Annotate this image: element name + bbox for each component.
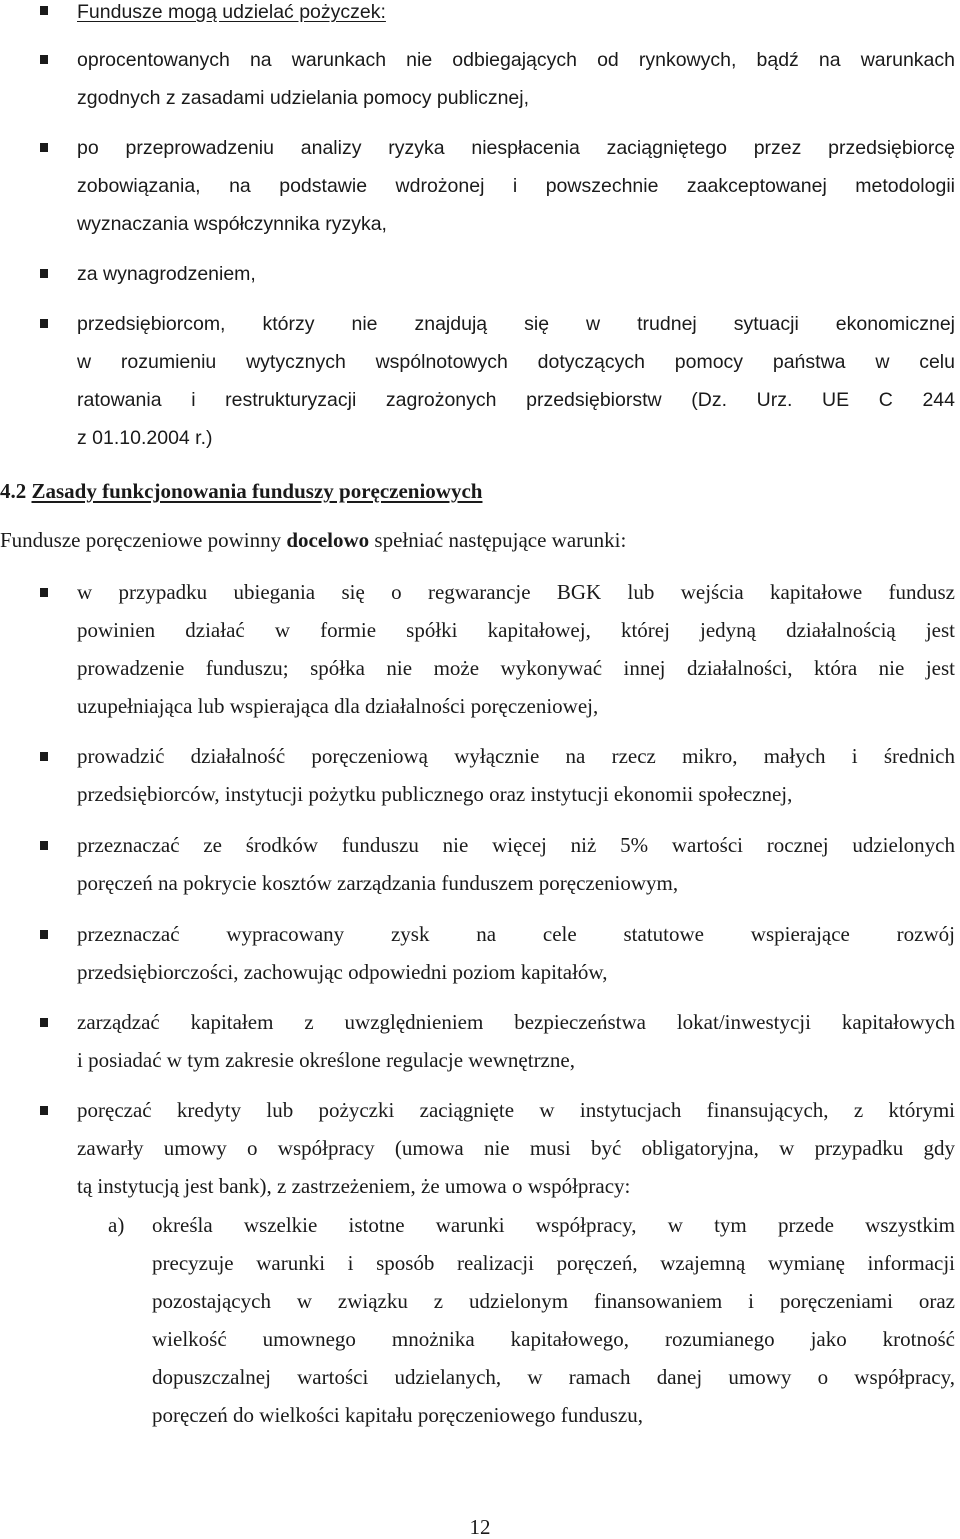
section-item-2-line-2: przedsiębiorców, instytucji pożytku publicznego oraz instytucji ekonomii społecznej, bbox=[77, 782, 793, 806]
section-item-5-line-1: zarządzać kapitałem z uwzględnieniem bezpieczeństwa lokat/inwestycji kapitałowych bbox=[77, 1010, 955, 1034]
subitem-line-5: dopuszczalnej wartości udzielanych, w ramach danej umowy o współpracy, bbox=[152, 1365, 955, 1389]
intro-item-1-line-2: zgodnych z zasadami udzielania pomocy publicznej, bbox=[77, 87, 530, 109]
intro-item-2-line-1: po przeprowadzeniu analizy ryzyka niespłacenia zaciągniętego przez przedsiębiorcę bbox=[77, 137, 955, 159]
bullet bbox=[40, 55, 48, 64]
intro-item-4-line-1: przedsiębiorcom, którzy nie znajdują się w trudnej sytuacji ekonomicznej bbox=[77, 313, 955, 335]
section-item-1-line-1: w przypadku ubiegania się o regwarancje BGK lub wejścia kapitałowe fundusz bbox=[77, 580, 955, 604]
intro-item-3-line-1: za wynagrodzeniem, bbox=[77, 263, 256, 285]
subitem-line-3: pozostających w związku z udzielonym finansowaniem i poręczeniami oraz bbox=[152, 1289, 955, 1313]
subitem-line-1: określa wszelkie istotne warunki współpracy, w tym przede wszystkim bbox=[152, 1213, 955, 1237]
section-item-1-line-4: uzupełniająca lub wspierająca dla działalności poręczeniowej, bbox=[77, 694, 599, 718]
bullet bbox=[40, 269, 48, 278]
section-heading bbox=[0, 481, 482, 502]
page-number: 12 bbox=[469, 1515, 491, 1539]
lead-text-end: spełniać następujące warunki: bbox=[369, 528, 627, 552]
section-item-3-line-2: poręczeń na pokrycie kosztów zarządzania funduszem poręczeniowym, bbox=[77, 871, 679, 895]
intro-item-4-line-4: z 01.10.2004 r.) bbox=[77, 427, 213, 449]
intro-item-2-line-3: wyznaczania współczynnika ryzyka, bbox=[77, 213, 387, 235]
bullet bbox=[40, 930, 48, 939]
section-item-6-line-3: tą instytucją jest bank), z zastrzeżeniem, że umowa o współpracy: bbox=[77, 1174, 631, 1198]
intro-item-1-line-1: oprocentowanych na warunkach nie odbiegających od rynkowych, bądź na warunkach bbox=[77, 49, 955, 71]
bullet bbox=[40, 588, 48, 597]
intro-item-4-line-2: w rozumieniu wytycznych wspólnotowych dotyczących pomocy państwa w celu bbox=[77, 351, 955, 373]
intro-heading: Fundusze mogą udzielać pożyczek: bbox=[77, 1, 386, 23]
intro-item-2-line-2: zobowiązania, na podstawie wdrożonej i powszechnie zaakceptowanej metodologii bbox=[77, 175, 955, 197]
bullet bbox=[40, 143, 48, 152]
bullet bbox=[40, 752, 48, 761]
subitem-line-4: wielkość umownego mnożnika kapitałowego, rozumianego jako krotność bbox=[152, 1327, 955, 1351]
section-item-6-line-1: poręczać kredyty lub pożyczki zaciągnięte w instytucjach finansujących, z którymi bbox=[77, 1098, 955, 1122]
bullet bbox=[40, 1018, 48, 1027]
section-item-1-line-2: powinien działać w formie spółki kapitałowej, której jedyną działalnością jest bbox=[77, 618, 955, 642]
bullet bbox=[40, 1106, 48, 1115]
bullet bbox=[40, 319, 48, 328]
section-item-4-line-2: przedsiębiorczości, zachowując odpowiedni poziom kapitałów, bbox=[77, 960, 608, 984]
section-number: 4.2 bbox=[0, 479, 27, 503]
subitem-line-6: poręczeń do wielkości kapitału poręczeniowego funduszu, bbox=[152, 1403, 643, 1427]
section-lead bbox=[0, 530, 626, 551]
section-item-4-line-1: przeznaczać wypracowany zysk na cele statutowe wspierające rozwój bbox=[77, 922, 955, 946]
section-item-1-line-3: prowadzenie funduszu; spółka nie może wykonywać innej działalności, która nie jest bbox=[77, 656, 955, 680]
bullet bbox=[40, 6, 48, 15]
section-title: Zasady funkcjonowania funduszy poręczeniowych bbox=[31, 479, 483, 503]
lead-text: Fundusze poręczeniowe powinny bbox=[0, 528, 287, 552]
section-item-5-line-2: i posiadać w tym zakresie określone regulacje wewnętrzne, bbox=[77, 1048, 575, 1072]
subitem-marker: a) bbox=[108, 1213, 125, 1237]
section-item-2-line-1: prowadzić działalność poręczeniową wyłącznie na rzecz mikro, małych i średnich bbox=[77, 744, 955, 768]
bullet bbox=[40, 841, 48, 850]
subitem-line-2: precyzuje warunki i sposób realizacji poręczeń, wzajemną wymianę informacji bbox=[152, 1251, 955, 1275]
intro-item-4-line-3: ratowania i restrukturyzacji zagrożonych przedsiębiorstw (Dz. Urz. UE C 244 bbox=[77, 389, 955, 411]
section-item-3-line-1: przeznaczać ze środków funduszu nie więcej niż 5% wartości rocznej udzielonych bbox=[77, 833, 955, 857]
section-item-6-line-2: zawarły umowy o współpracy (umowa nie musi być obligatoryjna, w przypadku gdy bbox=[77, 1136, 955, 1160]
lead-bold: docelowo bbox=[286, 528, 370, 552]
